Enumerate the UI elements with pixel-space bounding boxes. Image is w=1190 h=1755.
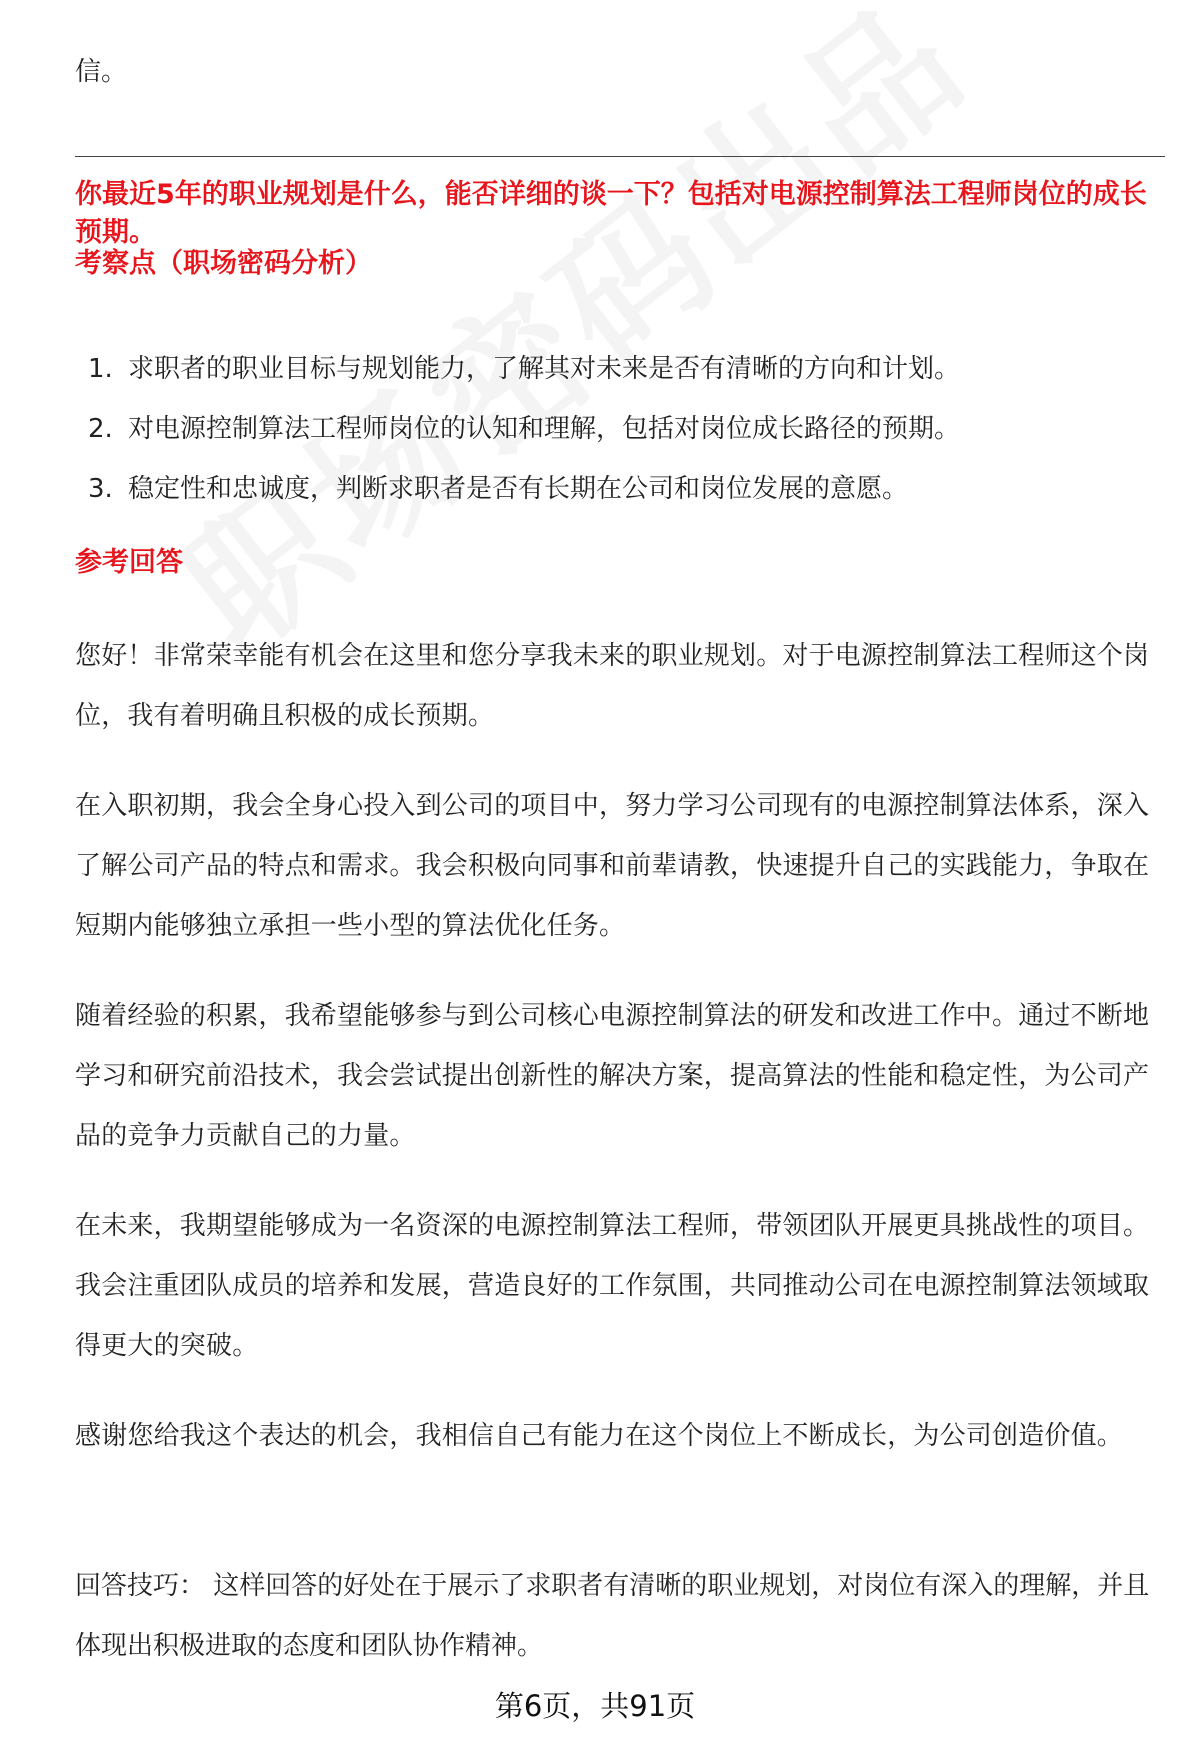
answer-paragraph: 在未来，我期望能够成为一名资深的电源控制算法工程师，带领团队开展更具挑战性的项目。我会注重团队成员的培养和发展，营造良好的工作氛围，共同推动公司在电源控制算法领域取得更大的突破。 — [75, 1211, 1150, 1361]
assessment-heading: 考察点（职场密码分析） — [75, 248, 372, 279]
assessment-list — [88, 350, 1158, 530]
answer-body — [75, 626, 1165, 1496]
answer-paragraph: 感谢您给我这个表达的机会，我相信自己有能力在这个岗位上不断成长，为公司创造价值。 — [75, 1421, 1124, 1451]
list-number: 3. — [88, 474, 113, 504]
answer-heading: 参考回答 — [75, 547, 183, 578]
list-number: 2. — [88, 414, 113, 444]
list-item — [88, 350, 1158, 410]
list-item — [88, 470, 1158, 530]
list-text: 对电源控制算法工程师岗位的认知和理解，包括对岗位成长路径的预期。 — [128, 414, 961, 444]
answer-paragraph: 随着经验的积累，我希望能够参与到公司核心电源控制算法的研发和改进工作中。通过不断地学习和研究前沿技术，我会尝试提出创新性的解决方案，提高算法的性能和稳定性，为公司产品的竞争力贡献自己的力量。 — [75, 1001, 1150, 1151]
answer-paragraph: 您好！非常荣幸能有机会在这里和您分享我未来的职业规划。对于电源控制算法工程师这个岗位，我有着明确且积极的成长预期。 — [75, 641, 1150, 731]
section-divider — [75, 156, 1165, 157]
answer-paragraph: 在入职初期，我会全身心投入到公司的项目中，努力学习公司现有的电源控制算法体系，深入了解公司产品的特点和需求。我会积极向同事和前辈请教，快速提升自己的实践能力，争取在短期内能够独立承担一些小型的算法优化任务。 — [75, 791, 1150, 941]
page-number: 第6页，共91页 — [494, 1689, 696, 1723]
list-text: 求职者的职业目标与规划能力，了解其对未来是否有清晰的方向和计划。 — [128, 354, 961, 384]
list-number: 1. — [88, 354, 113, 384]
question-heading: 你最近5年的职业规划是什么，能否详细的谈一下？包括对电源控制算法工程师岗位的成长预期。 — [75, 179, 1147, 248]
continued-text: 信。 — [75, 57, 128, 87]
list-text: 稳定性和忠诚度，判断求职者是否有长期在公司和岗位发展的意愿。 — [128, 474, 909, 504]
watermark — [130, 0, 1001, 690]
list-item — [88, 410, 1158, 470]
answer-tip: 回答技巧： 这样回答的好处在于展示了求职者有清晰的职业规划，对岗位有深入的理解，并且体现出积极进取的态度和团队协作精神。 — [75, 1571, 1150, 1661]
